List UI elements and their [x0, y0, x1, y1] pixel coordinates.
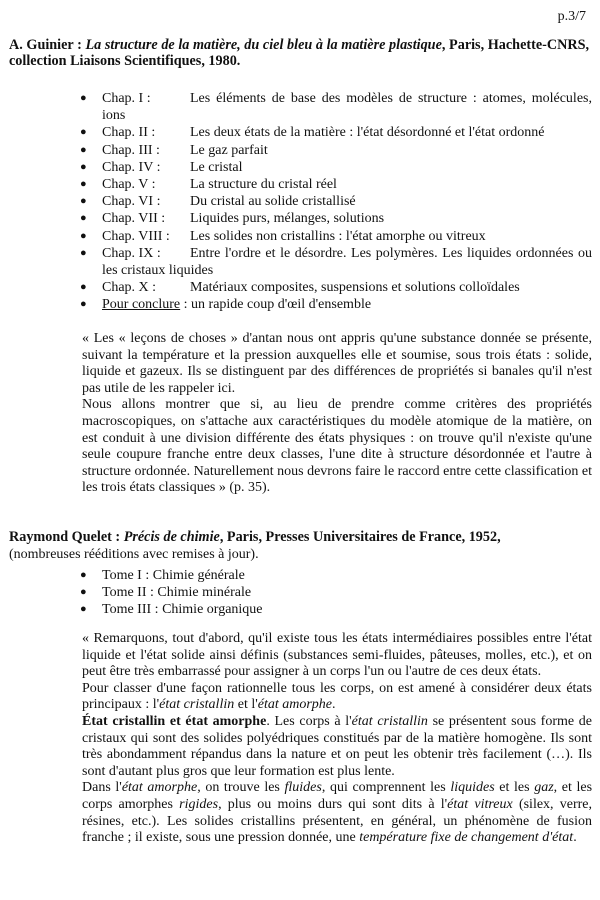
reference-guinier: [9, 37, 589, 69]
ref-publisher: , Paris, Presses Universitaires de France, 1952,: [219, 529, 501, 545]
page-number: p.3/7: [557, 9, 586, 24]
reference-note: (nombreuses rééditions avec remises à jour).: [9, 547, 259, 562]
chapter-list: [80, 90, 592, 314]
list-item: ● Tome II : Chimie minérale: [80, 584, 263, 601]
quote-paragraph: « Les « leçons de choses » d'antan nous ont appris qu'une substance donnée se présente, suivant la température et la pression auxquelles elle et soumise, sous trois états : solide, liquide et gazeux. Ils se distinguent par des différences de propriétés si banales qu'il n'est pas utile de les rappeler ici.: [82, 331, 592, 396]
quote-guinier: [82, 331, 592, 497]
tome-list: [80, 567, 263, 619]
list-item: ● Chap. V : La structure du cristal réel: [80, 176, 592, 193]
ref-author: Raymond Quelet :: [9, 529, 121, 545]
quote-paragraph: Nous allons montrer que si, au lieu de prendre comme critères des propriétés macroscopiques, on s'attache aux caractéristiques du modèle atomique de la matière, on est conduit à une division différente des états physiques : on trouve qu'il n'existe qu'une seule coupure franche entre deux classes, l'une dite à structure désordonnée et l'autre à structure ordonnée. Naturellement nous devrons faire le raccord entre cette classification et les trois états classiques » (p. 35).: [82, 397, 592, 496]
quote-paragraph: Pour classer d'une façon rationnelle tous les corps, on est amené à considérer deux états principaux : l'état cristallin et l'état amorphe.: [82, 680, 592, 713]
conclusion-label: Pour conclure: [102, 297, 181, 313]
list-item: ● Chap. II : Les deux états de la matière : l'état désordonné et l'état ordonné: [80, 124, 592, 141]
quote-paragraph: État cristallin et état amorphe. Les corps à l'état cristallin se présentent sous forme de cristaux qui sont des solides polyédriques constitués par de la matière homogène. Ils sont très abondamment répandus dans la nature et on peut les obtenir très facilement (…). Ils sont d'autant plus gros que leur formation est plus lente.: [82, 713, 592, 779]
ref-publisher: , Paris, Hachette-CNRS, collection Liaisons Scientifiques, 1980.: [9, 37, 590, 69]
quote-paragraph: « Remarquons, tout d'abord, qu'il existe tous les états intermédiaires possibles entre l'état liquide et l'état solide ainsi définis (substances semi-fluides, pâteuses, molles, etc.), et on peut être très embarrassé pour assigner à un corps l'un ou l'autre de ces deux états.: [82, 631, 592, 680]
ref-title: Précis de chimie: [123, 529, 220, 545]
list-item: ● Chap. IX : Entre l'ordre et le désordre. Les polymères. Les liquides ordonnées ou les cristaux liquides: [80, 245, 592, 279]
list-item: ● Tome III : Chimie organique: [80, 601, 263, 618]
list-item: ● Chap. VII : Liquides purs, mélanges, solutions: [80, 210, 592, 227]
ref-author: A. Guinier :: [9, 37, 82, 53]
list-item: ● Chap. VIII : Les solides non cristallins : l'état amorphe ou vitreux: [80, 228, 592, 245]
quote-quelet: [82, 631, 592, 847]
list-item: ● Pour conclure : un rapide coup d'œil d'ensemble: [80, 296, 592, 313]
list-item: ● Chap. X : Matériaux composites, suspensions et solutions colloïdales: [80, 279, 592, 296]
quote-paragraph: Dans l'état amorphe, on trouve les fluides, qui comprennent les liquides et les gaz, et les corps amorphes rigides, plus ou moins durs qui sont dits à l'état vitreux (silex, verre, résines, etc.). Les solides cristallins présentent, en général, un phénomène de fusion franche ; il existe, sous une pression donnée, une température fixe de changement d'état.: [82, 780, 593, 846]
ref-title: La structure de la matière, du ciel bleu à la matière plastique: [85, 37, 442, 53]
list-item: ● Chap. III : Le gaz parfait: [80, 142, 592, 159]
list-item: ● Chap. I : Les éléments de base des modèles de structure : atomes, molécules, ions: [80, 90, 592, 124]
list-item: ● Tome I : Chimie générale: [80, 567, 263, 584]
list-item: ● Chap. VI : Du cristal au solide cristallisé: [80, 193, 592, 210]
reference-quelet: [9, 529, 589, 545]
list-item: ● Chap. IV : Le cristal: [80, 159, 592, 176]
